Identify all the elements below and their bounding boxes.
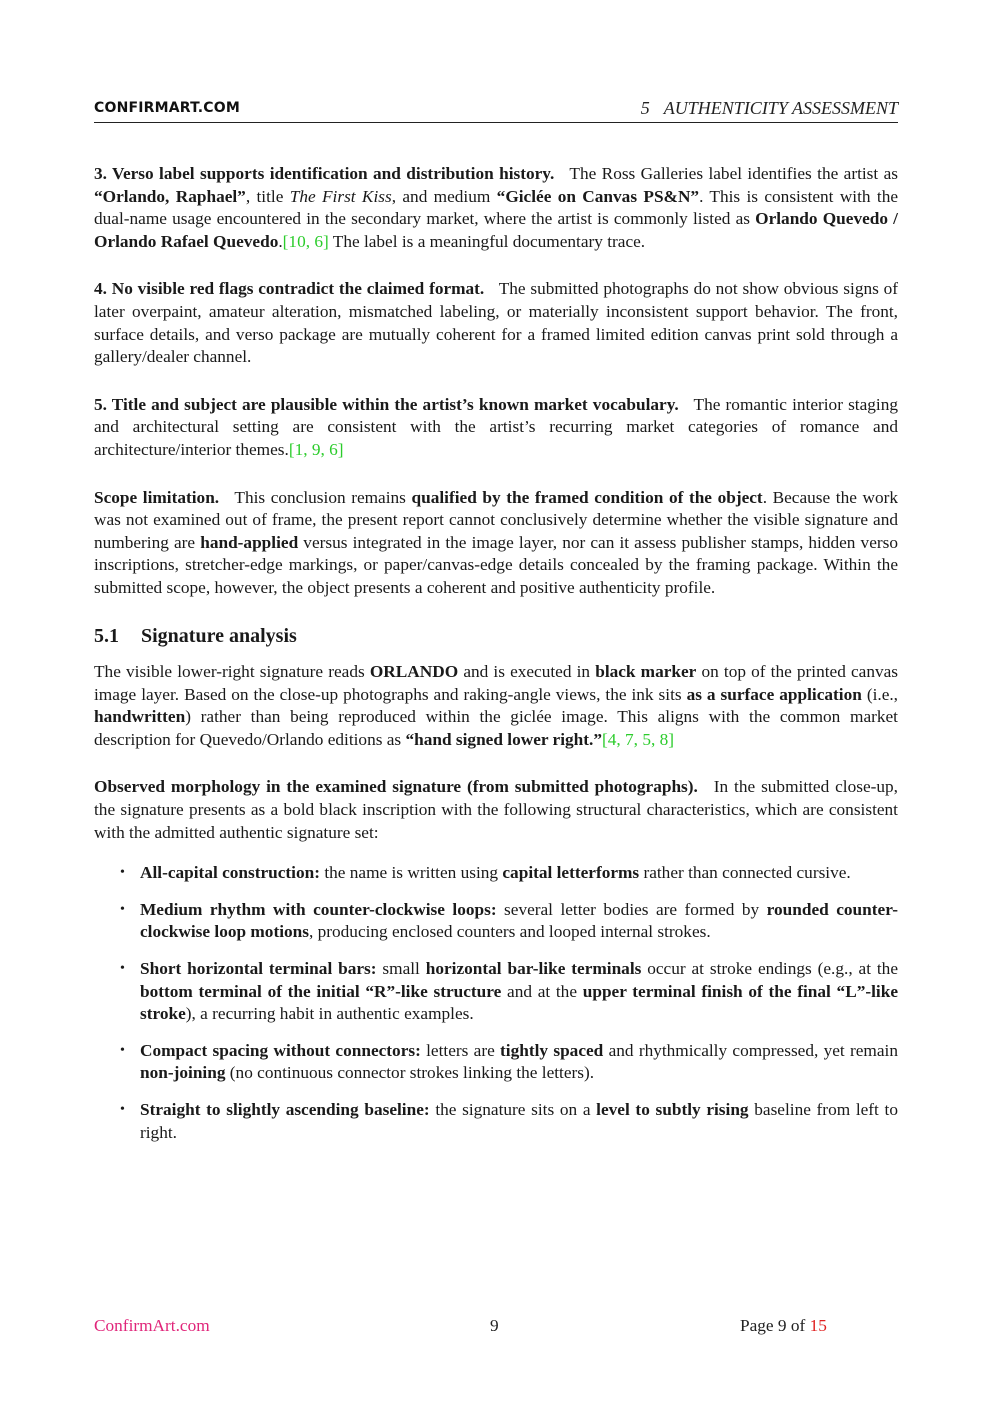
emphasis: qualified by the framed condition of the object	[411, 487, 763, 507]
text: the name is written using	[320, 863, 503, 883]
emphasis: “Giclée on Canvas PS&N”	[496, 186, 700, 206]
emphasis: hand-applied	[200, 532, 299, 552]
text: letters are	[420, 1040, 501, 1060]
text: the signature sits on a	[429, 1100, 597, 1119]
paragraph-lead: 4. No visible red flags contradict the claimed format.	[94, 279, 485, 299]
emphasis: ORLANDO	[369, 662, 459, 682]
footer-page-number: 9	[490, 1316, 499, 1335]
paragraph-lead: 3. Verso label supports identification and distribution history.	[94, 164, 555, 183]
list-item	[94, 1099, 898, 1144]
emphasis: Orlando Quevedo / Orlando Rafael Quevedo	[94, 209, 898, 251]
text: , and medium	[391, 186, 497, 206]
main-content	[94, 163, 898, 1158]
text: The romantic interior staging and architectural setting are consistent with the artist’s recurring market categories of romance and architecture/interior themes.	[94, 394, 898, 459]
paragraph-red-flags	[94, 278, 898, 368]
emphasis: horizontal bar-like terminals	[425, 959, 642, 979]
citation-link[interactable]: [4, 7, 5, 8]	[602, 729, 674, 749]
text: , producing enclosed counters and looped internal strokes.	[308, 922, 711, 942]
paragraph-lead: Scope limitation.	[94, 487, 220, 507]
text: occur at stroke endings (e.g., at the	[641, 959, 898, 979]
text: small	[376, 959, 426, 979]
text: and is executed in	[458, 662, 596, 682]
emphasis: level to subtly rising	[596, 1100, 749, 1119]
item-lead: All-capital construction:	[140, 863, 320, 883]
text: several letter bodies are formed by	[496, 899, 767, 919]
list-item	[94, 862, 898, 885]
emphasis: bottom terminal of the initial “R”-like structure	[140, 981, 502, 1001]
paragraph-signature	[94, 661, 898, 751]
text: , title	[245, 186, 290, 206]
text: The Ross Galleries label identifies the artist as	[564, 164, 898, 183]
text: The label is a meaningful documentary trace.	[328, 231, 646, 251]
text: .	[278, 231, 283, 251]
bullet-icon: •	[120, 865, 125, 881]
bullet-icon: •	[120, 961, 125, 977]
running-head	[641, 98, 898, 119]
section-number: 5	[640, 98, 650, 118]
emphasis: “hand signed lower right.”	[405, 729, 602, 749]
footer-page-count	[740, 1316, 827, 1336]
emphasis: as a surface application	[686, 684, 862, 704]
list-item	[94, 958, 898, 1026]
list-item	[94, 899, 898, 944]
emphasis: tightly spaced	[500, 1040, 604, 1060]
emphasis: non-joining	[140, 1063, 226, 1083]
bullet-icon: •	[120, 1042, 125, 1058]
list-item	[94, 1040, 898, 1085]
item-lead: Short horizontal terminal bars:	[140, 959, 377, 979]
paragraph-morphology	[94, 776, 898, 844]
paragraph-lead: 5. Title and subject are plausible within the artist’s known market vocabulary.	[94, 394, 679, 414]
text: (i.e.,	[861, 684, 899, 704]
emphasis: capital letterforms	[502, 863, 640, 883]
bullet-icon: •	[120, 1102, 125, 1117]
page-label: Page 9 of	[740, 1316, 810, 1335]
characteristics-list	[94, 862, 898, 1144]
text: . Because the work was not examined out of frame, the present report cannot conclusively determine whether the visible signature and numbering are	[94, 487, 898, 552]
citation-link[interactable]: [10, 6]	[282, 231, 329, 251]
bullet-icon: •	[120, 901, 125, 917]
text: In the submitted close-up, the signature presents as a bold black inscription with the following structural characteristics, which are consistent with the admitted authentic signature set:	[94, 777, 898, 842]
text: This conclusion remains	[229, 487, 412, 507]
artwork-title: The First Kiss	[289, 186, 392, 206]
subsection-heading	[94, 625, 898, 648]
emphasis: “Orlando, Raphael”	[94, 186, 246, 206]
site-logo[interactable]: CONFIRMART.COM	[94, 100, 241, 116]
text: and rhythmically compressed, yet remain	[603, 1040, 898, 1060]
emphasis: upper terminal finish of the final “L”-like stroke	[140, 981, 899, 1024]
text: on top of the printed canvas image layer. Based on the close-up photographs and raking-angle views, the ink sits	[94, 662, 899, 704]
text: . This is consistent with the dual-name usage encountered in the secondary market, where the artist is commonly listed as	[94, 186, 899, 229]
text: rather than connected cursive.	[639, 863, 851, 883]
text: The submitted photographs do not show obvious signs of later overpaint, amateur alteration, mismatched labeling, or materially inconsistent support behavior. The front, surface details, and verso package are mutually coherent for a framed limited edition canvas print sold through a gallery/dealer channel.	[94, 279, 899, 367]
text: (no continuous connector strokes linking the letters).	[225, 1063, 595, 1083]
text: and at the	[501, 981, 583, 1001]
paragraph-scope-limitation	[94, 487, 898, 600]
text: baseline from left to right.	[140, 1100, 898, 1142]
subsection-number: 5.1	[94, 624, 119, 647]
emphasis: black marker	[595, 662, 697, 682]
text: ) rather than being reproduced within the giclée image. This aligns with the common market description for Quevedo/Orlando editions as	[94, 707, 898, 749]
text: versus integrated in the image layer, nor can it assess publisher stamps, hidden verso inscriptions, stretcher-edge markings, or paper/canvas-edge details concealed by the framing package. Within the submitted scope, however, the object presents a coherent and positive authenticity profile.	[94, 532, 898, 597]
text: ), a recurring habit in authentic examples.	[185, 1004, 474, 1024]
item-lead: Compact spacing without connectors:	[140, 1040, 421, 1060]
item-lead: Medium rhythm with counter-clockwise loops:	[140, 899, 497, 919]
total-pages-link[interactable]: 15	[809, 1316, 827, 1335]
page-header	[94, 96, 898, 123]
footer-site-link[interactable]: ConfirmArt.com	[94, 1316, 210, 1335]
emphasis: rounded counter-clockwise loop motions	[140, 899, 898, 942]
citation-link[interactable]: [1, 9, 6]	[288, 439, 344, 459]
paragraph-title-subject	[94, 394, 898, 462]
item-lead: Straight to slightly ascending baseline:	[140, 1100, 430, 1119]
subsection-title: Signature analysis	[141, 624, 297, 647]
emphasis: handwritten	[94, 707, 186, 727]
page-footer	[94, 1316, 898, 1340]
paragraph-verso-label	[94, 163, 898, 253]
paragraph-lead: Observed morphology in the examined signature (from submitted photographs).	[94, 777, 698, 797]
section-title: AUTHENTICITY ASSESSMENT	[663, 98, 898, 118]
text: The visible lower-right signature reads	[94, 662, 370, 682]
